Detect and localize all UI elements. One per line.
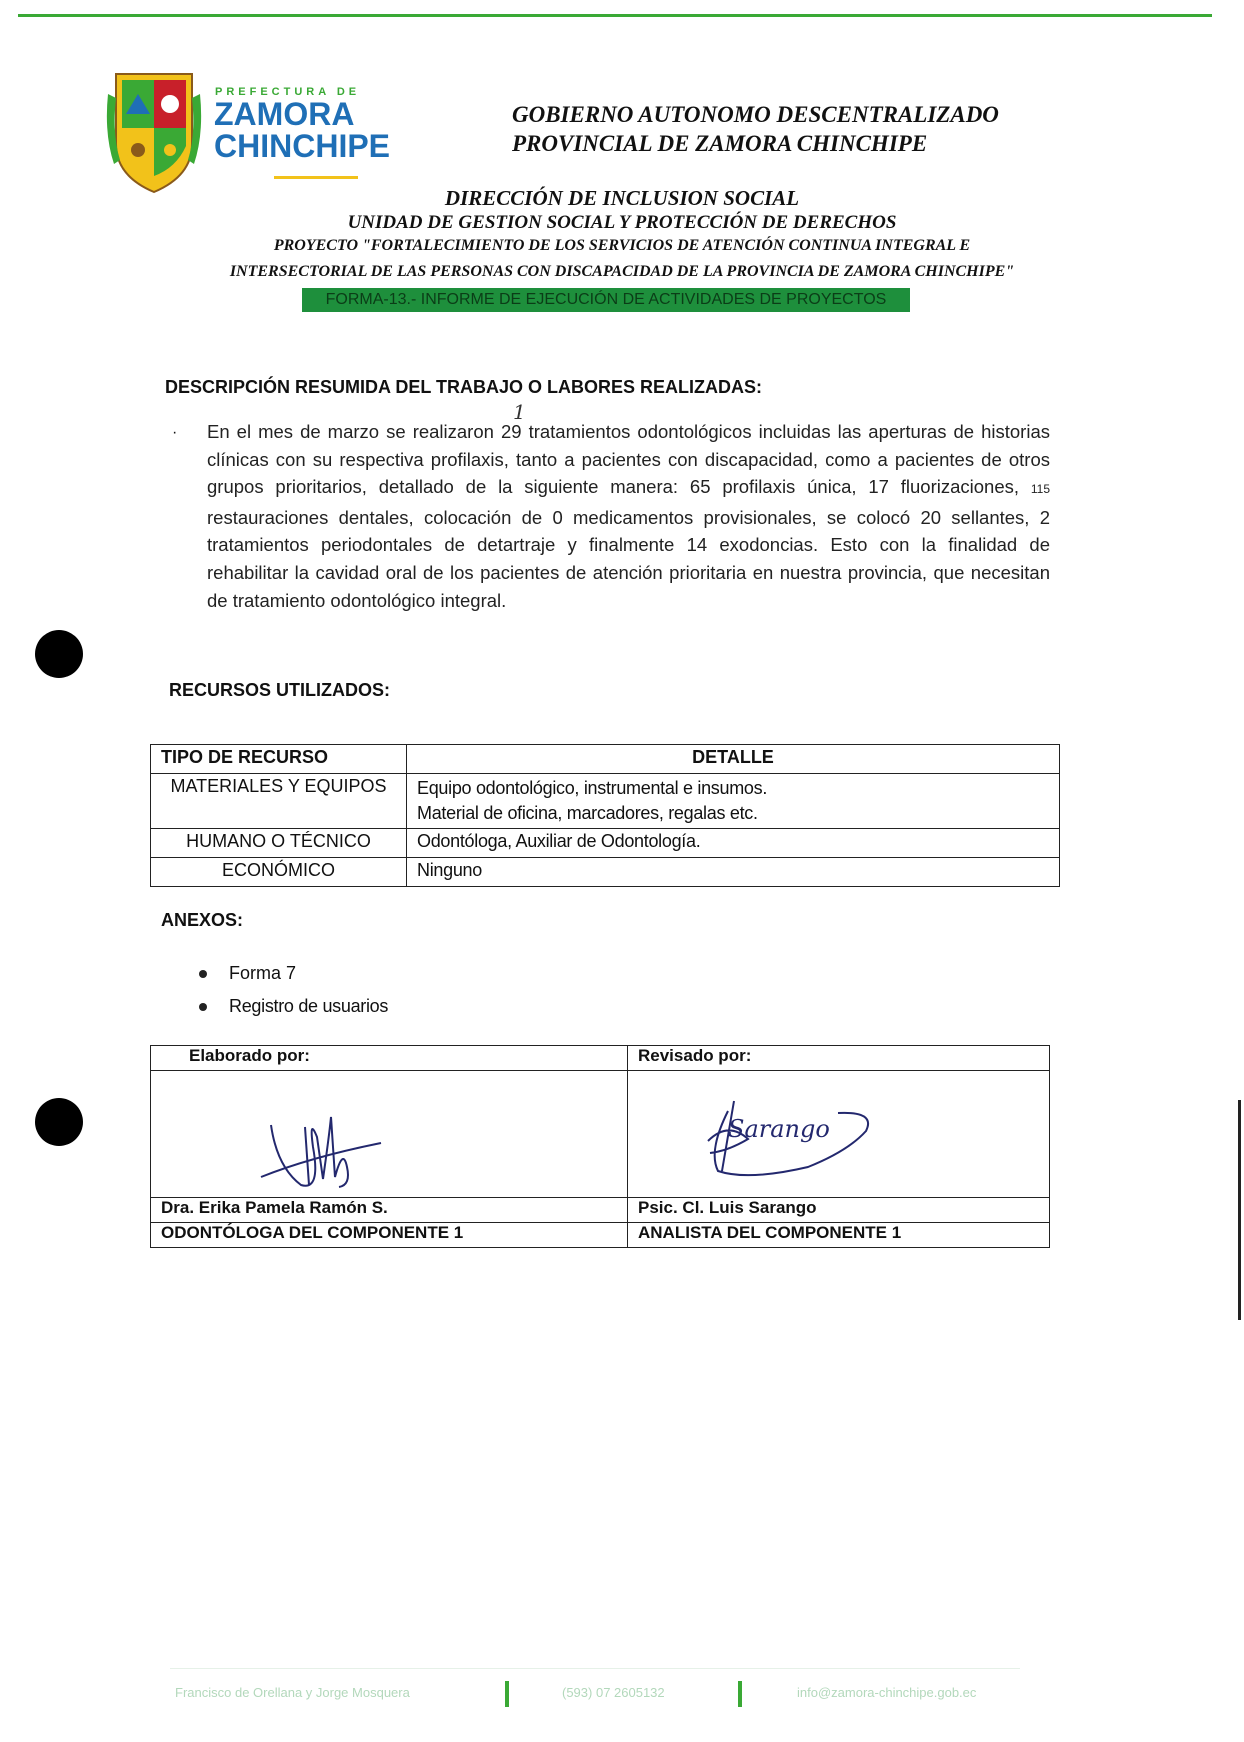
logo-underline — [274, 176, 358, 179]
table-row — [151, 774, 1060, 829]
footer-separator-icon — [738, 1681, 742, 1707]
coat-of-arms-icon — [104, 64, 204, 199]
footer-divider — [170, 1668, 1020, 1669]
prefectura-logo — [104, 64, 404, 204]
list-item — [199, 963, 296, 984]
resource-detail-cell: Ninguno — [407, 858, 1060, 887]
resource-type-cell: HUMANO O TÉCNICO — [151, 829, 407, 858]
description-text-end: restauraciones dentales, colocación de 0 medicamentos provisionales, se colocó 20 sellantes, 2 tratamientos periodontales de detartraje y finalmente 14 exodoncias. Esto con la finalidad de rehabilitar la cavidad oral de los pacientes de atención prioritaria en nuestra provincia, que necesitan de tratamiento odontológico integral. — [207, 506, 1050, 611]
signature-role-row — [151, 1223, 1050, 1248]
reviewed-signature-cell — [628, 1071, 1050, 1198]
prepared-name: Dra. Erika Pamela Ramón S. — [151, 1198, 628, 1223]
logo-line1: PREFECTURA DE — [215, 86, 361, 98]
table-row — [151, 858, 1060, 887]
description-text-middle: tratamientos odontológicos incluidas las aperturas de historias clínicas con su respectiva profilaxis, tanto a pacientes con discapacidad, como a pacientes de otros grupos prioritarios, detallado de la siguiente manera: 65 profilaxis única, 17 fluorizaciones, — [207, 421, 1050, 498]
resources-table — [150, 744, 1060, 887]
prepared-by-label: Elaborado por: — [151, 1046, 628, 1071]
project-heading-line1: PROYECTO "FORTALECIMIENTO DE LOS SERVICIOS DE ATENCIÓN CONTINUA INTEGRAL E — [273, 237, 971, 254]
signature-table — [150, 1045, 1050, 1248]
top-green-rule — [18, 14, 1212, 17]
annex-label: Forma 7 — [229, 963, 297, 983]
resource-detail-line: Equipo odontológico, instrumental e insumos. — [417, 778, 768, 798]
resource-type-cell: ECONÓMICO — [151, 858, 407, 887]
unit-heading: UNIDAD DE GESTION SOCIAL Y PROTECCIÓN DE DERECHOS — [347, 212, 897, 233]
footer-phone: (593) 07 2605132 — [562, 1685, 665, 1700]
resources-header-row — [151, 745, 1060, 774]
list-item — [199, 996, 388, 1017]
government-title — [512, 100, 1072, 158]
footer-address: Francisco de Orellana y Jorge Mosquera — [175, 1685, 410, 1700]
government-title-line1: GOBIERNO AUTONOMO DESCENTRALIZADO — [512, 102, 999, 127]
signature-label-row — [151, 1046, 1050, 1071]
scan-edge-mark — [1238, 1100, 1241, 1320]
resource-detail-header: DETALLE — [407, 745, 1060, 774]
logo-line3: CHINCHIPE — [214, 128, 391, 164]
bullet-icon — [199, 970, 207, 978]
description-text-start: En el mes de marzo se realizaron — [207, 421, 501, 442]
description-bullet: · — [172, 424, 178, 441]
resource-detail-line: Material de oficina, marcadores, regalas etc. — [417, 803, 758, 823]
punch-hole-bottom — [35, 1098, 83, 1146]
restoration-count: 115 — [1030, 482, 1050, 497]
punch-hole-top — [35, 630, 83, 678]
resource-type-cell: MATERIALES Y EQUIPOS — [151, 774, 407, 829]
resources-heading: RECURSOS UTILIZADOS: — [169, 680, 391, 700]
resource-detail-cell: Odontóloga, Auxiliar de Odontología. — [407, 829, 1060, 858]
footer-email: info@zamora-chinchipe.gob.ec — [797, 1685, 977, 1700]
prepared-signature-cell — [151, 1071, 628, 1198]
project-heading-line2: INTERSECTORIAL DE LAS PERSONAS CON DISCAPACIDAD DE LA PROVINCIA DE ZAMORA CHINCHIPE" — [229, 263, 1015, 280]
handwritten-correction: 1 — [512, 400, 526, 424]
footer-separator-icon — [505, 1681, 509, 1707]
reviewed-role: ANALISTA DEL COMPONENTE 1 — [628, 1223, 1050, 1248]
signature-image-row — [151, 1071, 1050, 1198]
bullet-icon — [199, 1003, 207, 1011]
prepared-role: ODONTÓLOGA DEL COMPONENTE 1 — [151, 1223, 628, 1248]
logo-line2: ZAMORA — [214, 96, 355, 132]
description-paragraph — [207, 400, 1050, 614]
form-banner: FORMA-13.- INFORME DE EJECUCIÓN DE ACTIVIDADES DE PROYECTOS — [302, 288, 910, 312]
table-row — [151, 829, 1060, 858]
direction-heading: DIRECCIÓN DE INCLUSION SOCIAL — [444, 186, 800, 210]
reviewed-by-label: Revisado por: — [628, 1046, 1050, 1071]
treatment-count: 29 1 — [500, 400, 526, 442]
signature-script: Sarango — [728, 1115, 830, 1143]
resource-detail-cell — [407, 774, 1060, 829]
signature-name-row — [151, 1198, 1050, 1223]
resource-type-header: TIPO DE RECURSO — [151, 745, 407, 774]
reviewed-name: Psic. Cl. Luis Sarango — [628, 1198, 1050, 1223]
description-heading: DESCRIPCIÓN RESUMIDA DEL TRABAJO O LABORES REALIZADAS: — [165, 377, 763, 397]
annexes-heading: ANEXOS: — [161, 910, 244, 930]
handwritten-signature-icon — [251, 1107, 391, 1197]
government-title-line2: PROVINCIAL DE ZAMORA CHINCHIPE — [512, 131, 928, 156]
annex-label: Registro de usuarios — [229, 996, 389, 1016]
